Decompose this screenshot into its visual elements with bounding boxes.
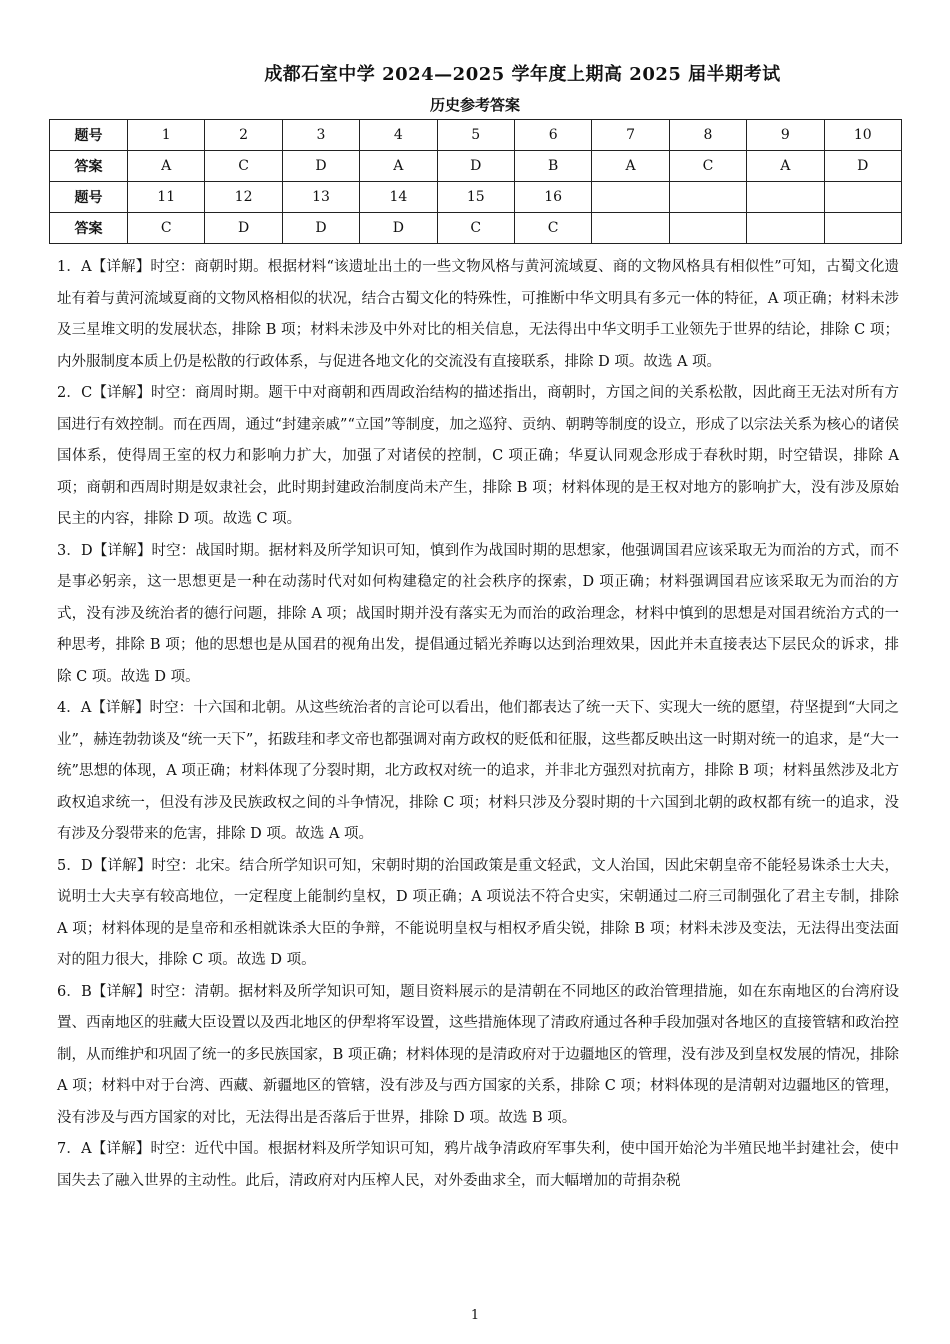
answer-table xyxy=(49,119,902,244)
table-cell: C xyxy=(437,213,514,244)
row-header-answer: 答案 xyxy=(50,151,128,182)
table-cell: A xyxy=(592,151,669,182)
answer-paragraph-2: 2．C【详解】时空：商周时期。题干中对商朝和西周政治结构的描述指出，商朝时，方国之间的关系松散，因此商王无法对所有方国进行有效控制。而在西周，通过“封建亲戚”“立国”等制度，加之巡狩、贡纳、朝聘等制度的设立，形成了以宗法关系为核心的诸侯国体系，使得周王室的权力和影响力扩大，加强了对诸侯的控制，C 项正确；华夏认同观念形成于春秋时期，时空错误，排除 A 项；商朝和西周时期是奴隶社会，此时期封建政治制度尚未产生，排除 B 项；材料体现的是王权对地方的影响扩大，没有涉及原始民主的内容，排除 D 项。故选 C 项。 xyxy=(57,385,899,527)
answer-paragraph-1: 1．A【详解】时空：商朝时期。根据材料“该遗址出土的一些文物风格与黄河流域夏、商的文物风格具有相似性”可知，古蜀文化遗址有着与黄河流域夏商的文物风格相似的状况，结合古蜀文化的特殊性，可推断中华文明具有多元一体的特征，A 项正确；材料未涉及三星堆文明的发展状态，排除 B 项；材料未涉及中外对比的相关信息，无法得出中华文明手工业领先于世界的结论，排除 C 项；内外服制度本质上仍是松散的行政体系，与促进各地文化的交流没有直接联系，排除 D 项。故选 A 项。 xyxy=(57,259,899,370)
table-cell xyxy=(669,213,746,244)
table-cell: 13 xyxy=(282,182,359,213)
table-cell xyxy=(592,182,669,213)
answer-paragraph-4: 4．A【详解】时空：十六国和北朝。从这些统治者的言论可以看出，他们都表达了统一天下、实现大一统的愿望，苻坚提到“大同之业”，赫连勃勃谈及“统一天下”，拓跋珪和孝文帝也都强调对南方政权的贬低和征服，这些都反映出这一时期对统一的追求，是“大一统”思想的体现，A 项正确；材料体现了分裂时期，北方政权对统一的追求，并非北方强烈对抗南方，排除 B 项；材料虽然涉及北方政权追求统一，但没有涉及民族政权之间的斗争情况，排除 C 项；材料只涉及分裂时期的十六国到北朝的政权都有统一的追求，没有涉及分裂带来的危害，排除 D 项。故选 A 项。 xyxy=(57,700,899,842)
table-row-answers-2 xyxy=(50,213,902,244)
table-cell xyxy=(824,182,901,213)
table-cell: 9 xyxy=(747,120,824,151)
document-subtitle: 历史参考答案 xyxy=(429,96,520,114)
answer-paragraph-5: 5．D【详解】时空：北宋。结合所学知识可知，宋朝时期的治国政策是重文轻武，文人治国，因此宋朝皇帝不能轻易诛杀士大夫，说明士大夫享有较高地位，一定程度上能制约皇权，D 项正确；A 项说法不符合史实，宋朝通过二府三司制强化了君主专制，排除 A 项；材料体现的是皇帝和丞相就诛杀大臣的争辩，不能说明皇权与相权矛盾尖锐，排除 B 项；材料未涉及变法，无法得出变法面对的阻力很大，排除 C 项。故选 D 项。 xyxy=(57,857,899,968)
answer-paragraph-3: 3．D【详解】时空：战国时期。据材料及所学知识可知，慎到作为战国时期的思想家，他强调国君应该采取无为而治的方式，而不是事必躬亲，这一思想更是一种在动荡时代对如何构建稳定的社会秩序的探索，D 项正确；材料强调国君应该采取无为而治的方式，没有涉及统治者的德行问题，排除 A 项；战国时期并没有落实无为而治的政治理念，材料中慎到的思想是对国君统治方式的一种思考，排除 B 项；他的思想也是从国君的视角出发，提倡通过韬光养晦以达到治理效果，因此并未直接表达下层民众的诉求，排除 C 项。故选 D 项。 xyxy=(57,542,899,685)
table-cell: 7 xyxy=(592,120,669,151)
answer-explanations xyxy=(57,252,899,1197)
table-cell: 6 xyxy=(514,120,591,151)
table-cell xyxy=(824,213,901,244)
table-cell: B xyxy=(514,151,591,182)
table-cell: D xyxy=(282,213,359,244)
table-cell: 16 xyxy=(514,182,591,213)
table-cell: 3 xyxy=(282,120,359,151)
table-cell: 1 xyxy=(128,120,205,151)
table-cell xyxy=(592,213,669,244)
table-cell xyxy=(669,182,746,213)
table-cell: C xyxy=(514,213,591,244)
table-row-questions-2 xyxy=(50,182,902,213)
table-cell: A xyxy=(747,151,824,182)
table-cell: 15 xyxy=(437,182,514,213)
table-cell: D xyxy=(282,151,359,182)
row-header-question: 题号 xyxy=(50,182,128,213)
table-cell: 2 xyxy=(205,120,282,151)
document-title: 成都石室中学 2024—2025 学年度上期高 2025 届半期考试 xyxy=(264,64,781,85)
table-row-answers-1 xyxy=(50,151,902,182)
table-cell xyxy=(747,213,824,244)
table-cell: 5 xyxy=(437,120,514,151)
table-cell: C xyxy=(669,151,746,182)
table-cell: 4 xyxy=(360,120,437,151)
table-row-questions-1 xyxy=(50,120,902,151)
table-cell: C xyxy=(205,151,282,182)
table-cell: 11 xyxy=(128,182,205,213)
table-cell: A xyxy=(360,151,437,182)
table-cell: D xyxy=(824,151,901,182)
table-cell: C xyxy=(128,213,205,244)
table-cell: 10 xyxy=(824,120,901,151)
table-cell: 12 xyxy=(205,182,282,213)
table-cell: D xyxy=(205,213,282,244)
table-cell: D xyxy=(437,151,514,182)
table-cell: D xyxy=(360,213,437,244)
table-cell: 14 xyxy=(360,182,437,213)
answer-paragraph-6: 6．B【详解】时空：清朝。据材料及所学知识可知，题目资料展示的是清朝在不同地区的政治管理措施，如在东南地区的台湾府设置、西南地区的驻藏大臣设置以及西北地区的伊犁将军设置，这些措施体现了清政府通过各种手段加强对各地区的直接管辖和政治控制，从而维护和巩固了统一的多民族国家，B 项正确；材料体现的是清政府对于边疆地区的管理，没有涉及到皇权发展的情况，排除 A 项；材料中对于台湾、西藏、新疆地区的管辖，没有涉及与西方国家的关系，排除 C 项；材料体现的是清朝对边疆地区的管理，没有涉及与西方国家的对比，无法得出是否落后于世界，排除 D 项。故选 B 项。 xyxy=(57,983,899,1126)
table-cell xyxy=(747,182,824,213)
row-header-question: 题号 xyxy=(50,120,128,151)
row-header-answer: 答案 xyxy=(50,213,128,244)
page-number: 1 xyxy=(470,1308,480,1323)
table-cell: 8 xyxy=(669,120,746,151)
answer-paragraph-7: 7．A【详解】时空：近代中国。根据材料及所学知识可知，鸦片战争清政府军事失利，使中国开始沦为半殖民地半封建社会，使中国失去了融入世界的主动性。此后，清政府对内压榨人民，对外委曲求全，而大幅增加的苛捐杂税 xyxy=(57,1141,899,1189)
table-cell: A xyxy=(128,151,205,182)
